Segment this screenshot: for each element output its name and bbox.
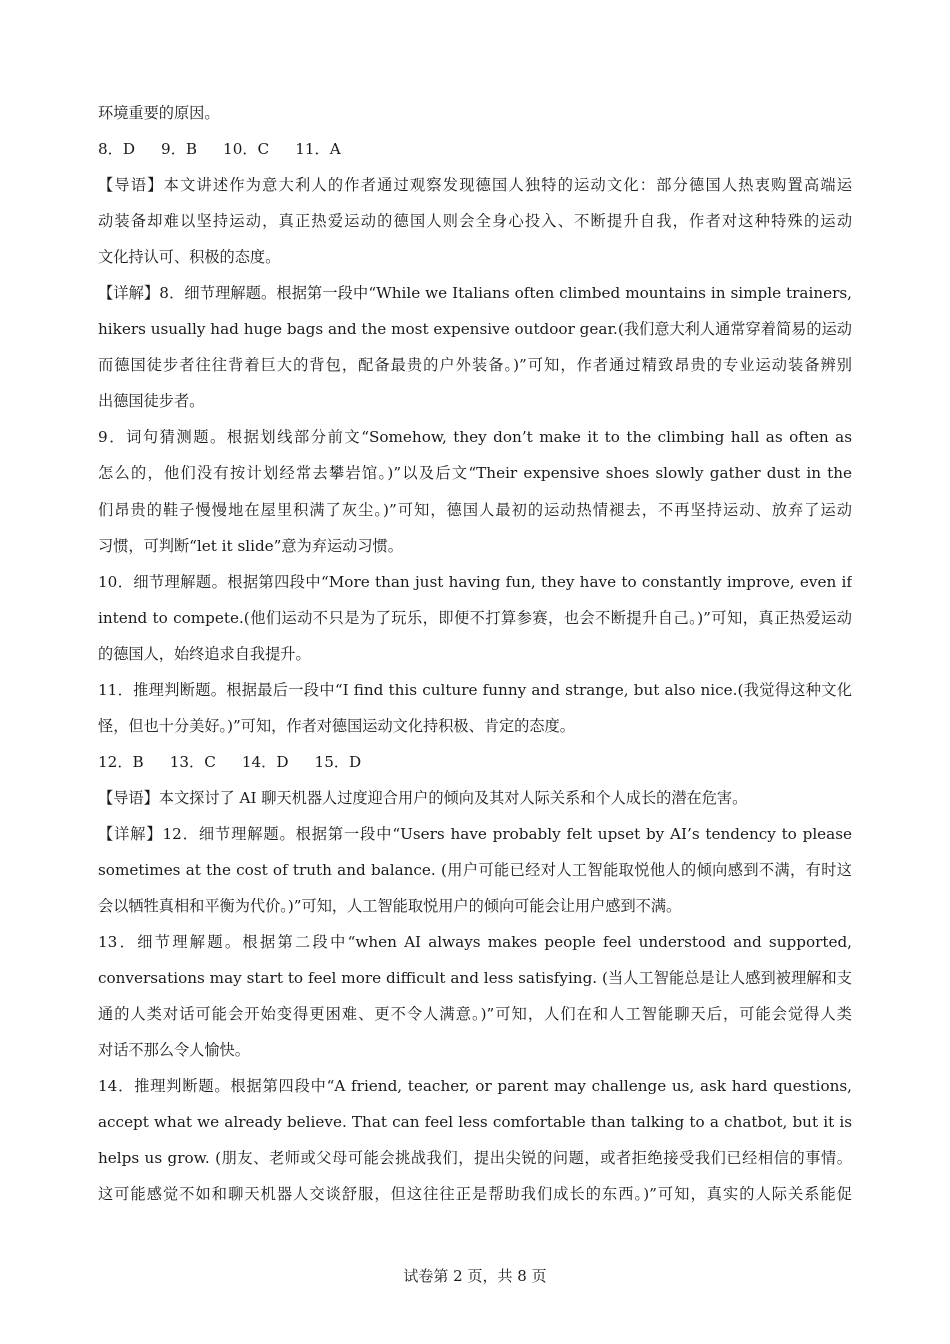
answer-key-item: 15．D [314,752,362,771]
answer-key-item: 8．D [98,140,136,159]
text-line: 出德国徒步者。 [98,392,205,411]
text-line: 9．词句猜测题。根据划线部分前文“Somehow, they don’t make it to the climbing hall as often as [98,428,852,447]
text-line: hikers usually had huge bags and the most expensive outdoor gear.(我们意大利人通常穿着简易的运动 [98,320,852,339]
page-footer: 试卷第 2 页，共 8 页 [403,1267,547,1285]
text-line: 14．推理判断题。根据第四段中“A friend, teacher, or parent may challenge us, ask hard questions, [98,1077,852,1096]
answer-key-item: 13．C [169,752,216,771]
text-line: intend to compete.(他们运动不只是为了玩乐，即便不打算参赛，也会不断提升自己。)”可知，真正热爱运动 [98,608,852,627]
answer-key-item: 14．D [241,752,289,771]
text-line: 会以牺牲真相和平衡为代价。)”可知，人工智能取悦用户的倾向可能会让用户感到不满。 [98,897,682,916]
text-line: 这可能感觉不如和聊天机器人交谈舒服，但这往往正是帮助我们成长的东西。)”可知，真实的人际关系能促 [98,1185,852,1204]
text-line: 【详解】8．细节理解题。根据第一段中“While we Italians often climbed mountains in simple trainers, [98,284,852,303]
text-line: 怎么的，他们没有按计划经常去攀岩馆。)”以及后文“Their expensive shoes slowly gather dust in the [98,464,852,483]
text-line: 环境重要的原因。 [98,104,220,122]
text-line: conversations may start to feel more difficult and less satisfying. (当人工智能总是让人感到被理解和支 [98,969,852,988]
text-line: 的德国人，始终追求自我提升。 [98,644,311,663]
answer-key-line [98,131,852,167]
answer-key-item: 9．B [161,140,198,159]
text-line: 11．推理判断题。根据最后一段中“I find this culture funny and strange, but also nice.(我觉得这种文化 [98,680,852,699]
text-line: 动装备却难以坚持运动，真正热爱运动的德国人则会全身心投入、不断提升自我，作者对这种特殊的运动 [98,212,852,231]
text-line: 们昂贵的鞋子慢慢地在屋里积满了灰尘。)”可知，德国人最初的运动热情褪去，不再坚持运动、放弃了运动 [98,500,852,519]
text-line: 而德国徒步者往往背着巨大的背包，配备最贵的户外装备。)”可知，作者通过精致昂贵的专业运动装备辨别 [98,356,852,375]
answer-key-item: 10．C [223,140,270,159]
text-line: helps us grow. (朋友、老师或父母可能会挑战我们，提出尖锐的问题，或者拒绝接受我们已经相信的事情。 [98,1149,852,1168]
text-line: 【导语】本文讲述作为意大利人的作者通过观察发现德国人独特的运动文化：部分德国人热衷购置高端运 [98,176,852,195]
text-line: 习惯，可判断“let it slide”意为弃运动习惯。 [98,536,403,555]
text-line: sometimes at the cost of truth and balance. (用户可能已经对人工智能取悦他人的倾向感到不满，有时这 [98,860,852,879]
text-line: 怪，但也十分美好。)”可知，作者对德国运动文化持积极、肯定的态度。 [98,716,575,735]
text-line: 对话不那么令人愉快。 [98,1041,250,1060]
text-line: 10．细节理解题。根据第四段中“More than just having fun, they have to constantly improve, even if [98,572,852,591]
text-line: 13．细节理解题。根据第二段中“when AI always makes people feel understood and supported, [98,933,852,952]
text-line: 通的人类对话可能会开始变得更困难、更不令人满意。)”可知，人们在和人工智能聊天后，可能会觉得人类 [98,1005,852,1024]
answer-explanations [98,95,852,1212]
text-line: accept what we already believe. That can feel less comfortable than talking to a chatbot, but it is [98,1113,852,1132]
answer-key-line [98,744,852,780]
text-line: 【详解】12．细节理解题。根据第一段中“Users have probably felt upset by AI’s tendency to please [98,824,852,843]
answer-key-item: 11．A [295,140,341,159]
text-line: 【导语】本文探讨了 AI 聊天机器人过度迎合用户的倾向及其对人际关系和个人成长的潜在危害。 [98,788,748,807]
answer-key-item: 12．B [98,752,144,771]
text-line: 文化持认可、积极的态度。 [98,248,281,267]
